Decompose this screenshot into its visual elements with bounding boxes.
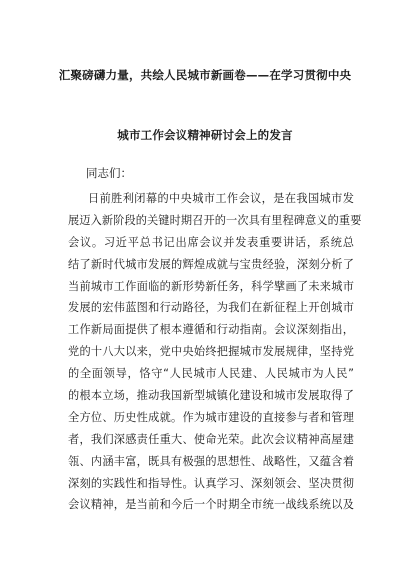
body-paragraph (68, 192, 362, 520)
body-line: 者，我们深感责任重大、使命光荣。此次会议精神高屋建 (68, 432, 354, 446)
body-line: 的全面领导，恪守“人民城市人民建、人民城市为人民” (68, 367, 354, 381)
body-line: 全方位、历史性成就。作为城市建设的直接参与者和管理 (68, 410, 354, 424)
document-title-line-1: 汇聚磅礴力量，共绘人民城市新画卷——在学习贯彻中央 (58, 68, 352, 82)
body-line: 结了新时代城市发展的辉煌成就与宝贵经验，深刻分析了 (68, 257, 354, 271)
body-line: 发展的宏伟蓝图和行动路径，为我们在新征程上开创城市 (68, 301, 354, 315)
body-line: 会议精神，是当前和今后一个时期全市统一战线系统以及 (68, 498, 354, 512)
body-line: 瓴、内涵丰富，既具有极强的思想性、战略性，又蕴含着 (68, 454, 354, 468)
body-line: 党的十八大以来，党中央始终把握城市发展规律，坚持党 (68, 345, 354, 359)
body-line: 深刻的实践性和指导性。认真学习、深刻领会、坚决贯彻 (68, 476, 354, 490)
body-line: 工作新局面提供了根本遵循和行动指南。会议深刻指出， (68, 323, 354, 337)
body-line: 的根本立场，推动我国新型城镇化建设和城市发展取得了 (68, 389, 354, 403)
body-line: 当前城市工作面临的新形势新任务，科学擘画了未来城市 (68, 279, 354, 293)
body-line: 展迈入新阶段的关键时期召开的一次具有里程碑意义的重要 (68, 213, 362, 227)
document-title-line-2: 城市工作会议精神研讨会上的发言 (117, 128, 293, 142)
body-line: 会议。习近平总书记出席会议并发表重要讲话，系统总 (68, 235, 354, 249)
body-line: 日前胜利闭幕的中央城市工作会议，是在我国城市发 (88, 192, 354, 205)
salutation: 同志们： (86, 166, 132, 180)
